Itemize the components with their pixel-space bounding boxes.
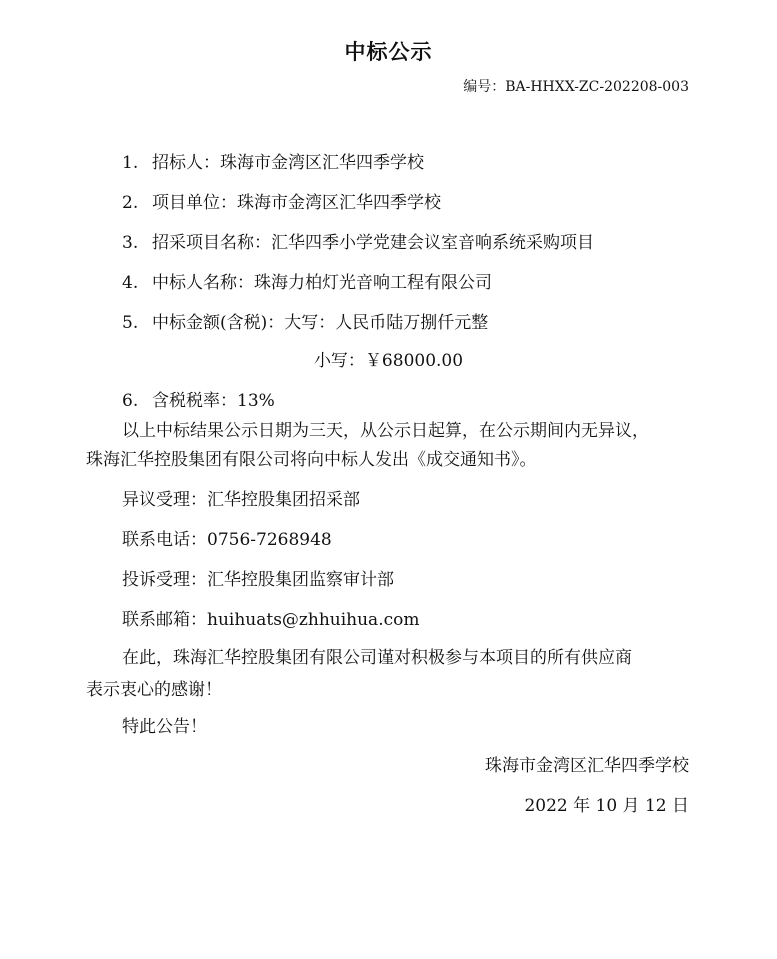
- notice-line-1: 以上中标结果公示日期为三天，从公示日起算，在公示期间内无异议，: [122, 421, 649, 441]
- item-number: 4.: [122, 273, 139, 293]
- amount-small-label: 小写：: [313, 351, 365, 371]
- signature-org: 珠海市金湾区汇华四季学校: [485, 756, 689, 776]
- item-project-name: [122, 228, 594, 253]
- contact-objection: 异议受理：汇华控股集团招采部: [122, 490, 360, 510]
- item-number: 6.: [122, 391, 139, 411]
- item-text: 招采项目名称：汇华四季小学党建会议室音响系统采购项目: [152, 233, 594, 253]
- item-text: 项目单位：珠海市金湾区汇华四季学校: [152, 193, 441, 213]
- item-text: 中标金额(含税)：大写：人民币陆万捌仟元整: [152, 313, 489, 333]
- contact-email: 联系邮箱：huihuats@zhhuihua.com: [122, 610, 420, 630]
- item-tenderer: [122, 148, 424, 173]
- thanks-line-1: 在此，珠海汇华控股集团有限公司谨对积极参与本项目的所有供应商: [122, 648, 632, 668]
- contact-phone: 联系电话：0756-7268948: [122, 530, 332, 550]
- amount-small: [0, 346, 777, 371]
- amount-small-value: ￥68000.00: [364, 351, 464, 371]
- item-number: 1.: [122, 153, 139, 173]
- item-winner-name: [122, 268, 492, 293]
- signature-date: 2022 年 10 月 12 日: [524, 796, 689, 816]
- item-text: 含税税率：13%: [152, 391, 275, 411]
- contact-complaint: 投诉受理：汇华控股集团监察审计部: [122, 570, 394, 590]
- document-number: 编号：BA-HHXX-ZC-202208-003: [463, 79, 689, 95]
- item-number: 5.: [122, 313, 139, 333]
- item-text: 中标人名称：珠海力柏灯光音响工程有限公司: [152, 273, 492, 293]
- item-bid-amount: [122, 308, 488, 333]
- thanks-line-2: 表示衷心的感谢！: [86, 680, 222, 700]
- notice-line-2: 珠海汇华控股集团有限公司将向中标人发出《成交通知书》。: [86, 450, 537, 470]
- page-title: 中标公示: [344, 40, 433, 64]
- item-number: 2.: [122, 193, 139, 213]
- closing-text: 特此公告！: [122, 717, 207, 737]
- item-tax-rate: [122, 386, 275, 411]
- item-text: 招标人：珠海市金湾区汇华四季学校: [152, 153, 424, 173]
- item-number: 3.: [122, 233, 139, 253]
- item-project-unit: [122, 188, 441, 213]
